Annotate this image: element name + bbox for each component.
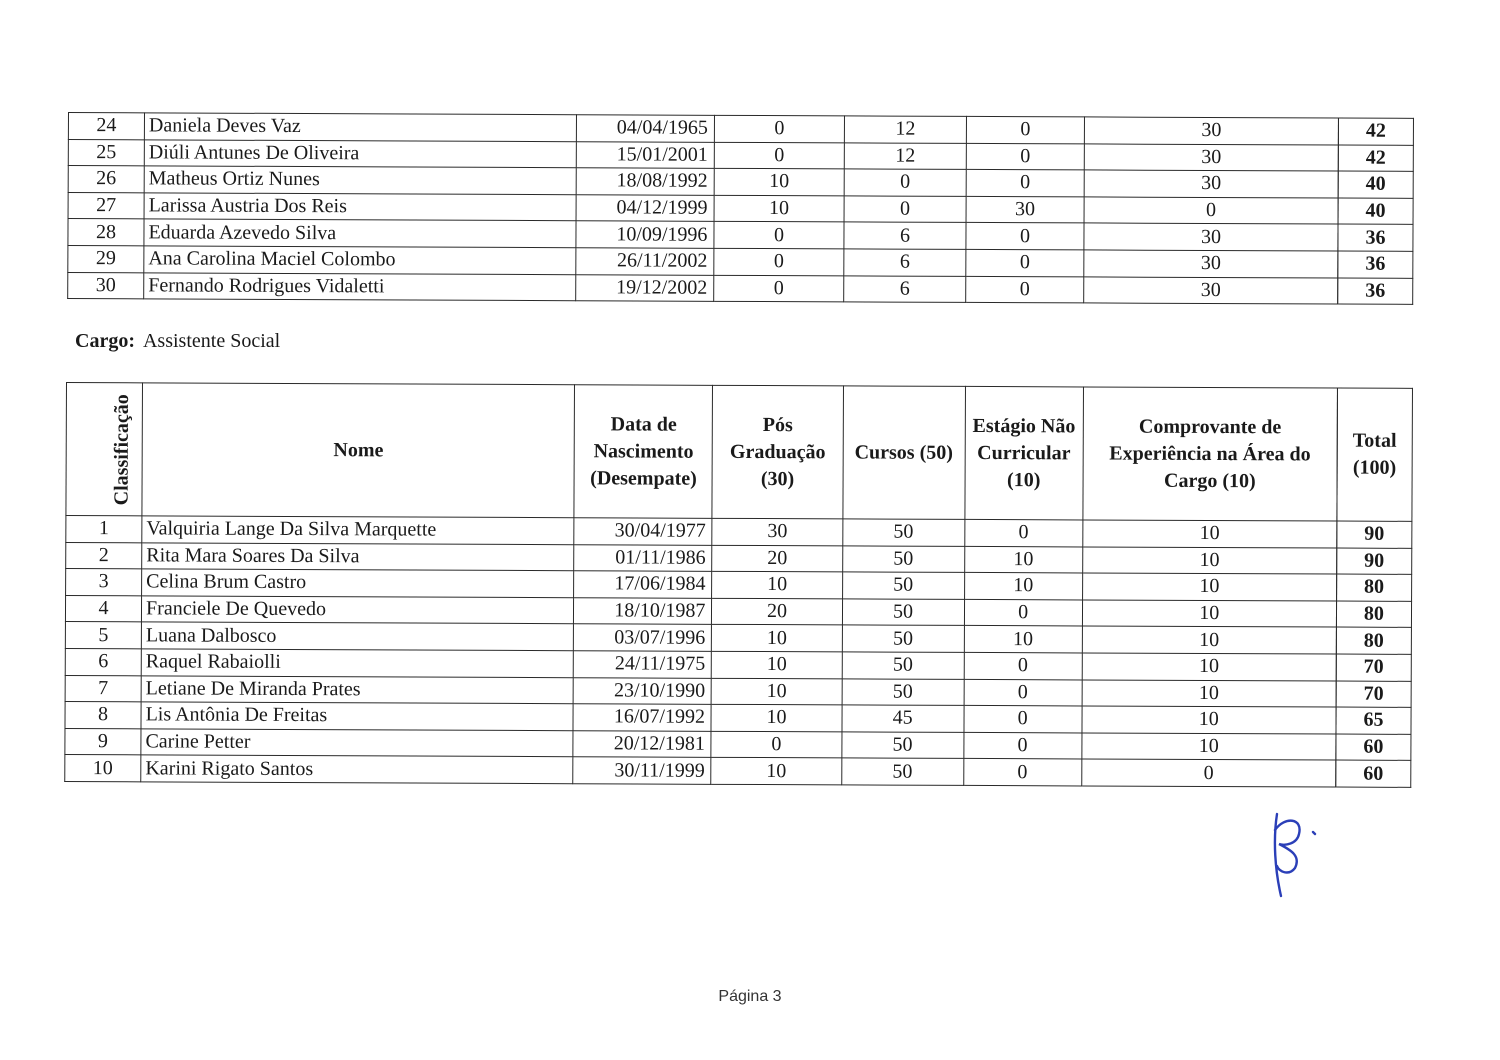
header-total: Total (100) bbox=[1337, 388, 1413, 521]
cell-nome: Celina Brum Castro bbox=[142, 569, 574, 597]
cell-nome: Carine Petter bbox=[141, 729, 573, 757]
cell-nascimento: 30/04/1977 bbox=[574, 518, 712, 545]
cell-total: 90 bbox=[1337, 521, 1412, 548]
cell-nome: Karini Rigato Santos bbox=[141, 755, 573, 783]
cell-experiencia: 10 bbox=[1082, 547, 1336, 575]
cell-pos-graduacao: 10 bbox=[714, 195, 844, 222]
cell-nome: Daniela Deves Vaz bbox=[144, 113, 576, 141]
cell-experiencia: 0 bbox=[1084, 197, 1338, 225]
header-pos-graduacao: Pós Graduação (30) bbox=[712, 385, 843, 519]
cell-nome: Ana Carolina Maciel Colombo bbox=[144, 246, 576, 274]
cell-nascimento: 20/12/1981 bbox=[573, 730, 711, 757]
cell-classificacao: 9 bbox=[65, 728, 141, 755]
cell-nascimento: 15/01/2001 bbox=[576, 141, 714, 168]
cell-total: 36 bbox=[1338, 224, 1413, 251]
cell-estagio: 0 bbox=[963, 732, 1081, 759]
cell-experiencia: 30 bbox=[1084, 144, 1338, 172]
cargo-line bbox=[75, 330, 280, 353]
cell-nome: Raquel Rabaiolli bbox=[141, 649, 573, 677]
cell-cursos: 50 bbox=[842, 572, 964, 599]
cell-nascimento: 16/07/1992 bbox=[573, 704, 711, 731]
cell-cursos: 0 bbox=[844, 196, 966, 223]
cell-cursos: 50 bbox=[841, 732, 963, 759]
cell-nome: Letiane De Miranda Prates bbox=[141, 675, 573, 703]
cell-experiencia: 10 bbox=[1082, 573, 1336, 601]
cell-estagio: 30 bbox=[966, 196, 1084, 223]
cell-nascimento: 18/10/1987 bbox=[574, 597, 712, 624]
cell-classificacao: 1 bbox=[66, 516, 142, 543]
cell-classificacao: 4 bbox=[65, 595, 141, 622]
cell-pos-graduacao: 0 bbox=[714, 142, 844, 169]
cell-cursos: 12 bbox=[844, 116, 966, 143]
cell-pos-graduacao: 0 bbox=[714, 248, 844, 275]
cell-nome: Luana Dalbosco bbox=[141, 622, 573, 650]
cell-total: 42 bbox=[1338, 118, 1413, 145]
cell-estagio: 0 bbox=[966, 249, 1084, 276]
cell-cursos: 50 bbox=[842, 652, 964, 679]
cell-experiencia: 10 bbox=[1082, 520, 1336, 548]
cell-pos-graduacao: 10 bbox=[711, 704, 841, 731]
ranking-table-assistente-social bbox=[64, 382, 1413, 788]
cell-cursos: 12 bbox=[844, 142, 966, 169]
cell-cursos: 0 bbox=[844, 169, 966, 196]
table-row bbox=[68, 272, 1413, 304]
header-estagio: Estágio Não Curricular (10) bbox=[965, 386, 1084, 520]
cell-classificacao: 6 bbox=[65, 648, 141, 675]
cell-total: 80 bbox=[1336, 574, 1411, 601]
cell-nascimento: 01/11/1986 bbox=[574, 544, 712, 571]
cell-experiencia: 30 bbox=[1084, 170, 1338, 198]
cell-estagio: 0 bbox=[964, 599, 1082, 626]
cell-pos-graduacao: 0 bbox=[714, 222, 844, 249]
cell-cursos: 45 bbox=[842, 705, 964, 732]
cell-estagio: 0 bbox=[966, 116, 1084, 143]
cell-experiencia: 30 bbox=[1084, 117, 1338, 145]
cell-classificacao: 26 bbox=[68, 166, 144, 193]
cell-nascimento: 18/08/1992 bbox=[576, 168, 714, 195]
cell-nascimento: 17/06/1984 bbox=[574, 571, 712, 598]
cell-nome: Larissa Austria Dos Reis bbox=[144, 193, 576, 221]
cell-cursos: 50 bbox=[842, 545, 964, 572]
cell-total: 40 bbox=[1338, 198, 1413, 225]
cell-pos-graduacao: 20 bbox=[712, 598, 842, 625]
cell-nascimento: 23/10/1990 bbox=[573, 677, 711, 704]
cell-total: 70 bbox=[1336, 654, 1411, 681]
cell-cursos: 6 bbox=[844, 222, 966, 249]
cell-estagio: 0 bbox=[964, 652, 1082, 679]
cell-cursos: 6 bbox=[844, 249, 966, 276]
header-cursos: Cursos (50) bbox=[842, 386, 965, 520]
cell-estagio: 0 bbox=[966, 143, 1084, 170]
cell-total: 36 bbox=[1338, 278, 1413, 305]
cell-experiencia: 10 bbox=[1082, 679, 1336, 707]
cell-estagio: 0 bbox=[964, 706, 1082, 733]
cell-nascimento: 04/12/1999 bbox=[576, 194, 714, 221]
cell-estagio: 0 bbox=[964, 519, 1082, 546]
cell-classificacao: 7 bbox=[65, 675, 141, 702]
cell-cursos: 50 bbox=[842, 599, 964, 626]
cell-experiencia: 0 bbox=[1081, 759, 1335, 787]
cell-pos-graduacao: 10 bbox=[712, 572, 842, 599]
cell-nome: Lis Antônia De Freitas bbox=[141, 702, 573, 730]
cell-experiencia: 30 bbox=[1084, 276, 1338, 304]
cell-classificacao: 27 bbox=[68, 192, 144, 219]
cell-nascimento: 24/11/1975 bbox=[574, 651, 712, 678]
handwritten-signature bbox=[1255, 810, 1325, 900]
cell-classificacao: 24 bbox=[68, 113, 144, 140]
cell-nascimento: 19/12/2002 bbox=[576, 274, 714, 301]
cell-classificacao: 25 bbox=[68, 139, 144, 166]
cell-cursos: 6 bbox=[844, 275, 966, 302]
cell-classificacao: 29 bbox=[68, 245, 144, 272]
ranking-table-continued-body bbox=[68, 113, 1414, 305]
header-row bbox=[66, 383, 1413, 522]
cell-estagio: 0 bbox=[966, 223, 1084, 250]
cell-classificacao: 10 bbox=[65, 755, 141, 782]
cell-nome: Rita Mara Soares Da Silva bbox=[142, 542, 574, 570]
cell-pos-graduacao: 0 bbox=[711, 731, 841, 758]
cell-estagio: 10 bbox=[964, 546, 1082, 573]
cell-experiencia: 10 bbox=[1082, 600, 1336, 628]
header-experiencia: Comprovante de Experiência na Área do Cargo (10) bbox=[1083, 387, 1338, 521]
cell-nascimento: 10/09/1996 bbox=[576, 221, 714, 248]
cell-nome: Matheus Ortiz Nunes bbox=[144, 166, 576, 194]
cell-pos-graduacao: 10 bbox=[712, 651, 842, 678]
cell-estagio: 0 bbox=[963, 759, 1081, 786]
cell-classificacao: 5 bbox=[65, 622, 141, 649]
cell-estagio: 10 bbox=[964, 626, 1082, 653]
table-row bbox=[65, 755, 1411, 787]
cell-nascimento: 26/11/2002 bbox=[576, 248, 714, 275]
cell-experiencia: 10 bbox=[1082, 706, 1336, 734]
cell-nascimento: 30/11/1999 bbox=[573, 757, 711, 784]
ranking-table-continued bbox=[67, 112, 1414, 305]
cell-classificacao: 2 bbox=[66, 542, 142, 569]
ranking-table-body bbox=[65, 516, 1412, 788]
cell-pos-graduacao: 10 bbox=[711, 758, 841, 785]
cell-estagio: 0 bbox=[966, 170, 1084, 197]
cell-nome: Valquiria Lange Da Silva Marquette bbox=[142, 516, 574, 544]
cell-classificacao: 8 bbox=[65, 702, 141, 729]
cell-nascimento: 03/07/1996 bbox=[574, 624, 712, 651]
cell-pos-graduacao: 0 bbox=[714, 115, 844, 142]
cargo-value: Assistente Social bbox=[142, 330, 281, 352]
cell-total: 70 bbox=[1336, 681, 1411, 708]
cargo-label: Cargo: bbox=[75, 330, 135, 352]
header-classificacao: Classificação bbox=[66, 383, 143, 516]
cell-experiencia: 30 bbox=[1084, 223, 1338, 251]
cell-total: 40 bbox=[1338, 171, 1413, 198]
cell-total: 90 bbox=[1337, 548, 1412, 575]
cell-nascimento: 04/04/1965 bbox=[576, 115, 714, 142]
header-nascimento: Data de Nascimento (Desempate) bbox=[574, 385, 713, 519]
cell-pos-graduacao: 0 bbox=[714, 275, 844, 302]
cell-total: 80 bbox=[1336, 627, 1411, 654]
cell-nome: Eduarda Azevedo Silva bbox=[144, 219, 576, 247]
cell-estagio: 10 bbox=[964, 573, 1082, 600]
cell-cursos: 50 bbox=[842, 625, 964, 652]
cell-nome: Fernando Rodrigues Vidaletti bbox=[144, 272, 576, 300]
cell-pos-graduacao: 10 bbox=[712, 625, 842, 652]
cell-experiencia: 30 bbox=[1084, 250, 1338, 278]
cell-cursos: 50 bbox=[841, 758, 963, 785]
cell-classificacao: 3 bbox=[66, 569, 142, 596]
cell-estagio: 0 bbox=[966, 276, 1084, 303]
cell-pos-graduacao: 10 bbox=[712, 678, 842, 705]
cell-nome: Diúli Antunes De Oliveira bbox=[144, 139, 576, 167]
cell-total: 65 bbox=[1336, 707, 1411, 734]
cell-experiencia: 10 bbox=[1082, 653, 1336, 681]
cell-pos-graduacao: 30 bbox=[712, 518, 842, 545]
header-nome: Nome bbox=[142, 383, 575, 518]
cell-total: 36 bbox=[1338, 251, 1413, 278]
cell-total: 60 bbox=[1336, 734, 1411, 761]
cell-experiencia: 10 bbox=[1082, 626, 1336, 654]
table-header bbox=[66, 383, 1413, 522]
cell-pos-graduacao: 10 bbox=[714, 169, 844, 196]
cell-classificacao: 30 bbox=[68, 272, 144, 299]
cell-experiencia: 10 bbox=[1082, 733, 1336, 761]
cell-estagio: 0 bbox=[964, 679, 1082, 706]
cell-cursos: 50 bbox=[842, 678, 964, 705]
cell-total: 42 bbox=[1338, 145, 1413, 172]
cell-total: 60 bbox=[1336, 760, 1411, 787]
cell-total: 80 bbox=[1336, 601, 1411, 628]
cell-classificacao: 28 bbox=[68, 219, 144, 246]
cell-nome: Franciele De Quevedo bbox=[141, 596, 573, 624]
cell-pos-graduacao: 20 bbox=[712, 545, 842, 572]
page-number: Página 3 bbox=[718, 988, 782, 1005]
cell-cursos: 50 bbox=[842, 519, 964, 546]
